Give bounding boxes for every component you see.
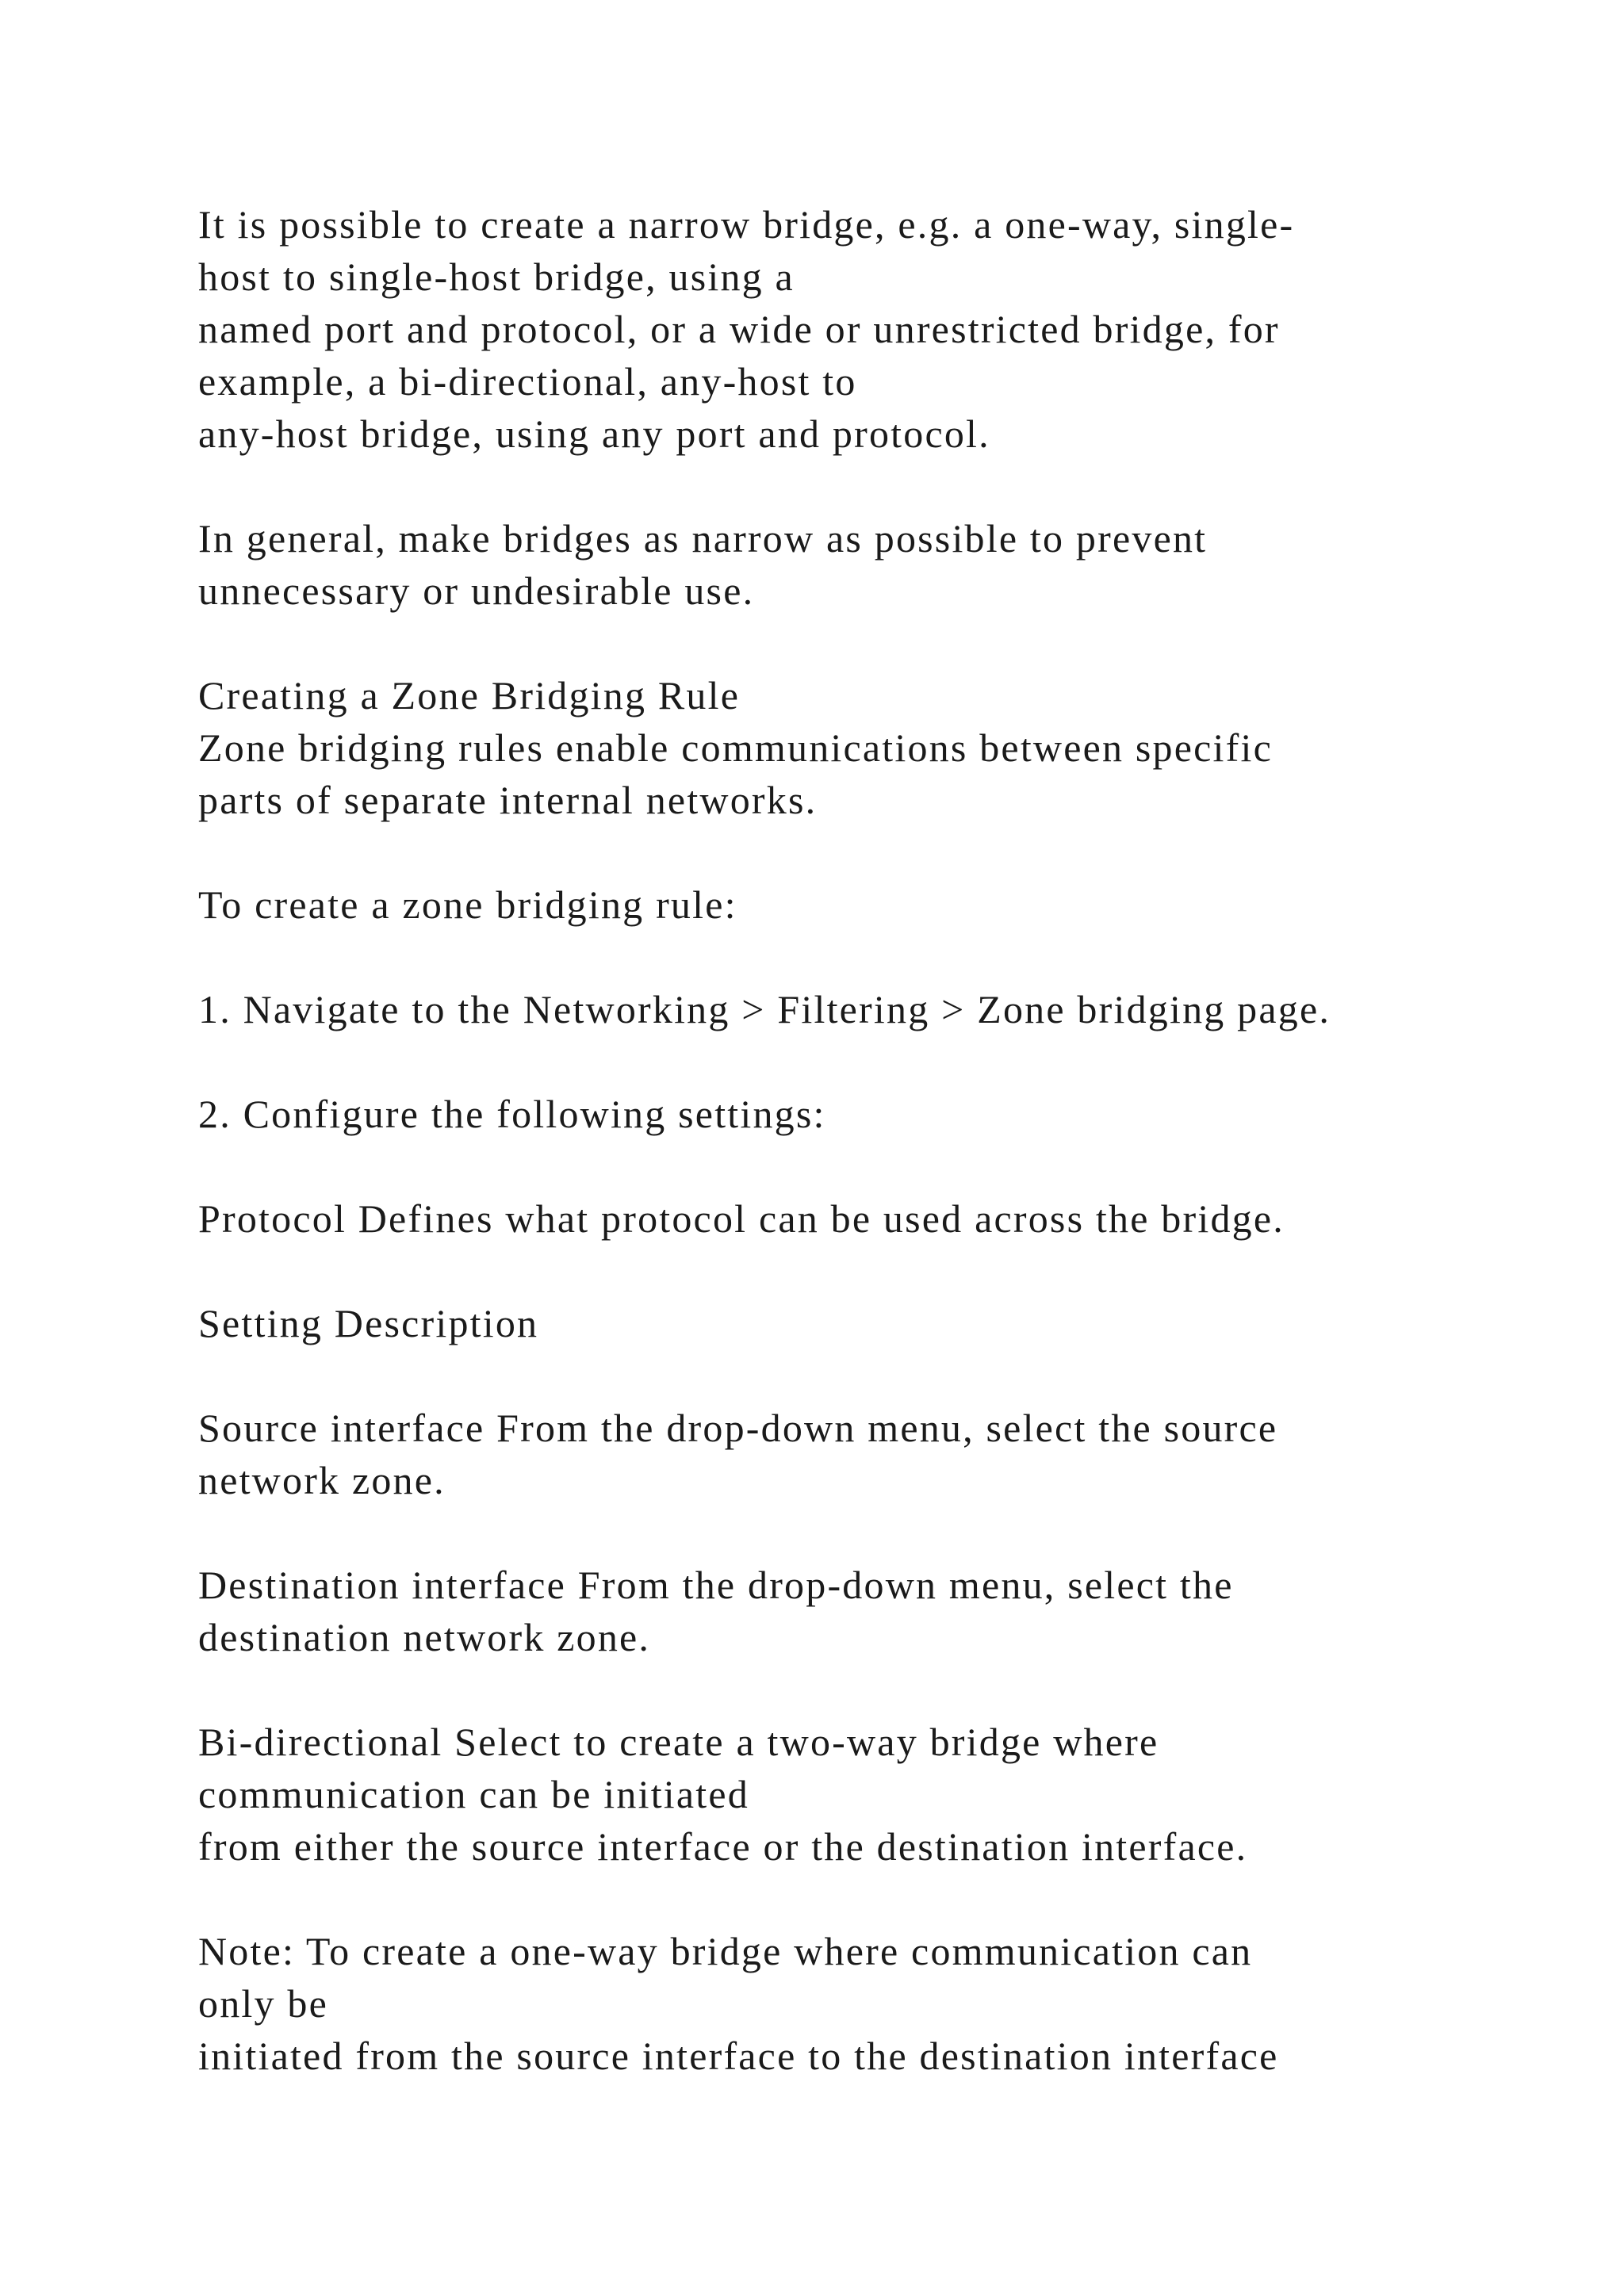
text-line: only be bbox=[198, 1981, 328, 2026]
text-line: Bi-directional Select to create a two-way bridge where bbox=[198, 1720, 1159, 1764]
text-line: host to single-host bridge, using a bbox=[198, 254, 795, 299]
text-line: communication can be initiated bbox=[198, 1772, 749, 1816]
step-2 bbox=[198, 1088, 1546, 1140]
paragraph-bridge-types bbox=[198, 198, 1546, 460]
text-line: initiated from the source interface to the destination interface bbox=[198, 2034, 1279, 2078]
text-line: named port and protocol, or a wide or unrestricted bridge, for bbox=[198, 307, 1280, 351]
text-line: unnecessary or undesirable use. bbox=[198, 568, 755, 613]
setting-destination-interface bbox=[198, 1559, 1546, 1663]
text-line: It is possible to create a narrow bridge, e.g. a one-way, single- bbox=[198, 202, 1295, 247]
setting-source-interface bbox=[198, 1402, 1546, 1506]
text-line: Setting Description bbox=[198, 1301, 539, 1345]
text-line: from either the source interface or the destination interface. bbox=[198, 1824, 1248, 1869]
text-line: Destination interface From the drop-down menu, select the bbox=[198, 1563, 1234, 1607]
text-line: destination network zone. bbox=[198, 1615, 651, 1659]
text-line: any-host bridge, using any port and protocol. bbox=[198, 411, 990, 456]
document-page bbox=[198, 198, 1546, 2134]
note-one-way-bridge bbox=[198, 1925, 1546, 2082]
step-1 bbox=[198, 983, 1546, 1035]
text-line: To create a zone bridging rule: bbox=[198, 882, 737, 927]
section-creating-rule bbox=[198, 669, 1546, 826]
settings-table-header bbox=[198, 1297, 1546, 1349]
text-line: Protocol Defines what protocol can be used across the bridge. bbox=[198, 1196, 1285, 1241]
setting-protocol bbox=[198, 1192, 1546, 1245]
text-line: Zone bridging rules enable communications between specific bbox=[198, 725, 1273, 770]
text-line: network zone. bbox=[198, 1458, 446, 1502]
text-line: parts of separate internal networks. bbox=[198, 778, 818, 822]
text-line: Note: To create a one-way bridge where communication can bbox=[198, 1929, 1253, 1973]
text-line: 1. Navigate to the Networking > Filtering > Zone bridging page. bbox=[198, 987, 1331, 1031]
section-heading: Creating a Zone Bridging Rule bbox=[198, 673, 741, 718]
text-line: 2. Configure the following settings: bbox=[198, 1092, 826, 1136]
paragraph-intro-steps bbox=[198, 878, 1546, 931]
text-line: In general, make bridges as narrow as possible to prevent bbox=[198, 516, 1208, 561]
text-line: example, a bi-directional, any-host to bbox=[198, 359, 857, 404]
paragraph-narrow-advice bbox=[198, 512, 1546, 617]
text-line: Source interface From the drop-down menu, select the source bbox=[198, 1406, 1278, 1450]
setting-bi-directional bbox=[198, 1716, 1546, 1873]
